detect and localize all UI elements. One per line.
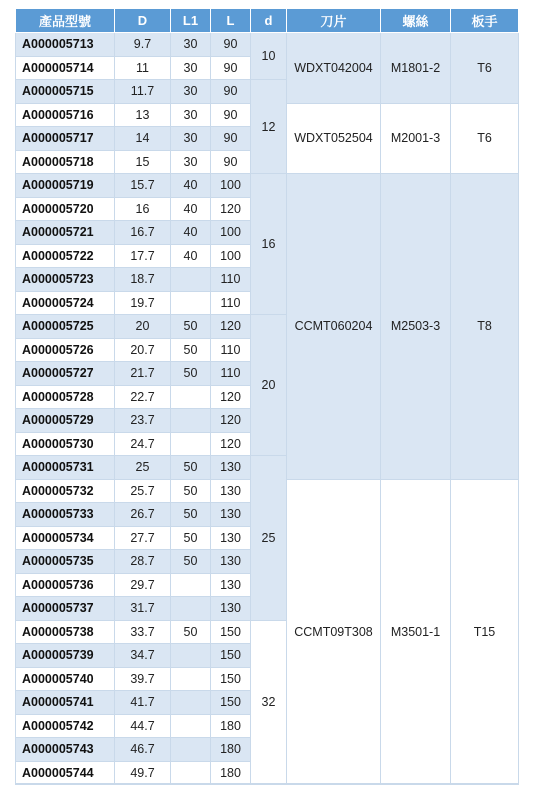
l1-cell: 50: [171, 338, 211, 362]
product-code-cell: A000005717: [16, 127, 115, 151]
header-wrench: 板手: [451, 9, 519, 33]
product-code-cell: A000005741: [16, 691, 115, 715]
l1-cell: 30: [171, 80, 211, 104]
table-header: [16, 9, 519, 33]
l1-cell: 30: [171, 127, 211, 151]
product-code-cell: A000005722: [16, 244, 115, 268]
d-diameter-cell: 26.7: [115, 503, 171, 527]
product-code-cell: A000005725: [16, 315, 115, 339]
l-cell: 90: [211, 127, 251, 151]
d-diameter-cell: 31.7: [115, 597, 171, 621]
product-spec-table: [15, 8, 519, 785]
d-diameter-cell: 34.7: [115, 644, 171, 668]
d-diameter-cell: 21.7: [115, 362, 171, 386]
l1-cell: [171, 761, 211, 785]
header-shank-d: d: [251, 9, 287, 33]
screw-group-cell: M2001-3: [381, 103, 451, 174]
l1-cell: [171, 597, 211, 621]
l1-cell: 40: [171, 221, 211, 245]
l1-cell: 30: [171, 150, 211, 174]
l-cell: 110: [211, 338, 251, 362]
d-diameter-cell: 33.7: [115, 620, 171, 644]
l1-cell: 50: [171, 526, 211, 550]
d-diameter-cell: 16: [115, 197, 171, 221]
product-code-cell: A000005743: [16, 738, 115, 762]
l-cell: 130: [211, 479, 251, 503]
l1-cell: 50: [171, 550, 211, 574]
product-code-cell: A000005734: [16, 526, 115, 550]
product-code-cell: A000005728: [16, 385, 115, 409]
l-cell: 110: [211, 268, 251, 292]
l-cell: 120: [211, 409, 251, 433]
table-row: [16, 174, 519, 198]
product-code-cell: A000005740: [16, 667, 115, 691]
l-cell: 150: [211, 667, 251, 691]
product-code-cell: A000005721: [16, 221, 115, 245]
l-cell: 90: [211, 33, 251, 57]
l-cell: 100: [211, 221, 251, 245]
l1-cell: [171, 291, 211, 315]
l1-cell: [171, 573, 211, 597]
l-cell: 130: [211, 550, 251, 574]
l1-cell: [171, 385, 211, 409]
l-cell: 90: [211, 150, 251, 174]
l1-cell: 50: [171, 620, 211, 644]
d-diameter-cell: 20: [115, 315, 171, 339]
l-cell: 150: [211, 620, 251, 644]
l1-cell: 40: [171, 197, 211, 221]
d-diameter-cell: 24.7: [115, 432, 171, 456]
product-code-cell: A000005739: [16, 644, 115, 668]
d-diameter-cell: 18.7: [115, 268, 171, 292]
product-code-cell: A000005716: [16, 103, 115, 127]
shank-d-group-cell: 20: [251, 315, 287, 456]
l-cell: 130: [211, 526, 251, 550]
product-code-cell: A000005731: [16, 456, 115, 480]
wrench-group-cell: T6: [451, 103, 519, 174]
l1-cell: 30: [171, 103, 211, 127]
header-l: L: [211, 9, 251, 33]
l-cell: 90: [211, 80, 251, 104]
header-l1: L1: [171, 9, 211, 33]
l-cell: 150: [211, 691, 251, 715]
l-cell: 150: [211, 644, 251, 668]
l-cell: 120: [211, 385, 251, 409]
d-diameter-cell: 28.7: [115, 550, 171, 574]
wrench-group-cell: T6: [451, 33, 519, 104]
d-diameter-cell: 20.7: [115, 338, 171, 362]
product-code-cell: A000005735: [16, 550, 115, 574]
product-code-cell: A000005733: [16, 503, 115, 527]
insert-group-cell: CCMT09T308: [287, 479, 381, 785]
product-code-cell: A000005729: [16, 409, 115, 433]
l1-cell: 50: [171, 456, 211, 480]
l1-cell: 30: [171, 56, 211, 80]
d-diameter-cell: 15.7: [115, 174, 171, 198]
l-cell: 130: [211, 503, 251, 527]
l-cell: 120: [211, 432, 251, 456]
l-cell: 110: [211, 362, 251, 386]
product-code-cell: A000005732: [16, 479, 115, 503]
product-code-cell: A000005744: [16, 761, 115, 785]
l-cell: 90: [211, 56, 251, 80]
l1-cell: [171, 432, 211, 456]
l1-cell: [171, 691, 211, 715]
l1-cell: 50: [171, 503, 211, 527]
l1-cell: 30: [171, 33, 211, 57]
product-code-cell: A000005726: [16, 338, 115, 362]
d-diameter-cell: 15: [115, 150, 171, 174]
l1-cell: 50: [171, 362, 211, 386]
d-diameter-cell: 25.7: [115, 479, 171, 503]
d-diameter-cell: 49.7: [115, 761, 171, 785]
product-code-cell: A000005742: [16, 714, 115, 738]
l1-cell: 40: [171, 244, 211, 268]
product-code-cell: A000005720: [16, 197, 115, 221]
d-diameter-cell: 44.7: [115, 714, 171, 738]
l-cell: 100: [211, 174, 251, 198]
d-diameter-cell: 23.7: [115, 409, 171, 433]
shank-d-group-cell: 25: [251, 456, 287, 621]
wrench-group-cell: T15: [451, 479, 519, 785]
d-diameter-cell: 39.7: [115, 667, 171, 691]
header-d-diameter: D: [115, 9, 171, 33]
l-cell: 180: [211, 738, 251, 762]
l1-cell: [171, 738, 211, 762]
table-body: [16, 33, 519, 785]
shank-d-group-cell: 32: [251, 620, 287, 785]
insert-group-cell: WDXT052504: [287, 103, 381, 174]
product-code-cell: A000005718: [16, 150, 115, 174]
d-diameter-cell: 29.7: [115, 573, 171, 597]
d-diameter-cell: 9.7: [115, 33, 171, 57]
product-code-cell: A000005715: [16, 80, 115, 104]
l-cell: 120: [211, 315, 251, 339]
l-cell: 100: [211, 244, 251, 268]
l-cell: 130: [211, 456, 251, 480]
screw-group-cell: M1801-2: [381, 33, 451, 104]
l1-cell: [171, 268, 211, 292]
table-row: [16, 33, 519, 57]
wrench-group-cell: T8: [451, 174, 519, 480]
l-cell: 130: [211, 597, 251, 621]
product-code-cell: A000005738: [16, 620, 115, 644]
header-product-code: 產品型號: [16, 9, 115, 33]
product-code-cell: A000005714: [16, 56, 115, 80]
l1-cell: [171, 644, 211, 668]
d-diameter-cell: 11: [115, 56, 171, 80]
table-bottom-border: [15, 783, 518, 784]
product-code-cell: A000005737: [16, 597, 115, 621]
header-screw: 螺絲: [381, 9, 451, 33]
shank-d-group-cell: 10: [251, 33, 287, 80]
d-diameter-cell: 14: [115, 127, 171, 151]
product-code-cell: A000005727: [16, 362, 115, 386]
d-diameter-cell: 19.7: [115, 291, 171, 315]
d-diameter-cell: 46.7: [115, 738, 171, 762]
product-code-cell: A000005736: [16, 573, 115, 597]
d-diameter-cell: 25: [115, 456, 171, 480]
l1-cell: [171, 409, 211, 433]
d-diameter-cell: 17.7: [115, 244, 171, 268]
insert-group-cell: CCMT060204: [287, 174, 381, 480]
header-row: [16, 9, 519, 33]
product-code-cell: A000005723: [16, 268, 115, 292]
screw-group-cell: M3501-1: [381, 479, 451, 785]
product-code-cell: A000005724: [16, 291, 115, 315]
product-code-cell: A000005719: [16, 174, 115, 198]
d-diameter-cell: 13: [115, 103, 171, 127]
shank-d-group-cell: 16: [251, 174, 287, 315]
l-cell: 180: [211, 761, 251, 785]
screw-group-cell: M2503-3: [381, 174, 451, 480]
l-cell: 120: [211, 197, 251, 221]
header-insert: 刀片: [287, 9, 381, 33]
l-cell: 110: [211, 291, 251, 315]
d-diameter-cell: 41.7: [115, 691, 171, 715]
insert-group-cell: WDXT042004: [287, 33, 381, 104]
l-cell: 130: [211, 573, 251, 597]
d-diameter-cell: 11.7: [115, 80, 171, 104]
d-diameter-cell: 22.7: [115, 385, 171, 409]
l1-cell: [171, 714, 211, 738]
l1-cell: 40: [171, 174, 211, 198]
d-diameter-cell: 27.7: [115, 526, 171, 550]
product-code-cell: A000005713: [16, 33, 115, 57]
l1-cell: 50: [171, 315, 211, 339]
shank-d-group-cell: 12: [251, 80, 287, 174]
l-cell: 90: [211, 103, 251, 127]
l1-cell: 50: [171, 479, 211, 503]
l1-cell: [171, 667, 211, 691]
d-diameter-cell: 16.7: [115, 221, 171, 245]
product-code-cell: A000005730: [16, 432, 115, 456]
l-cell: 180: [211, 714, 251, 738]
